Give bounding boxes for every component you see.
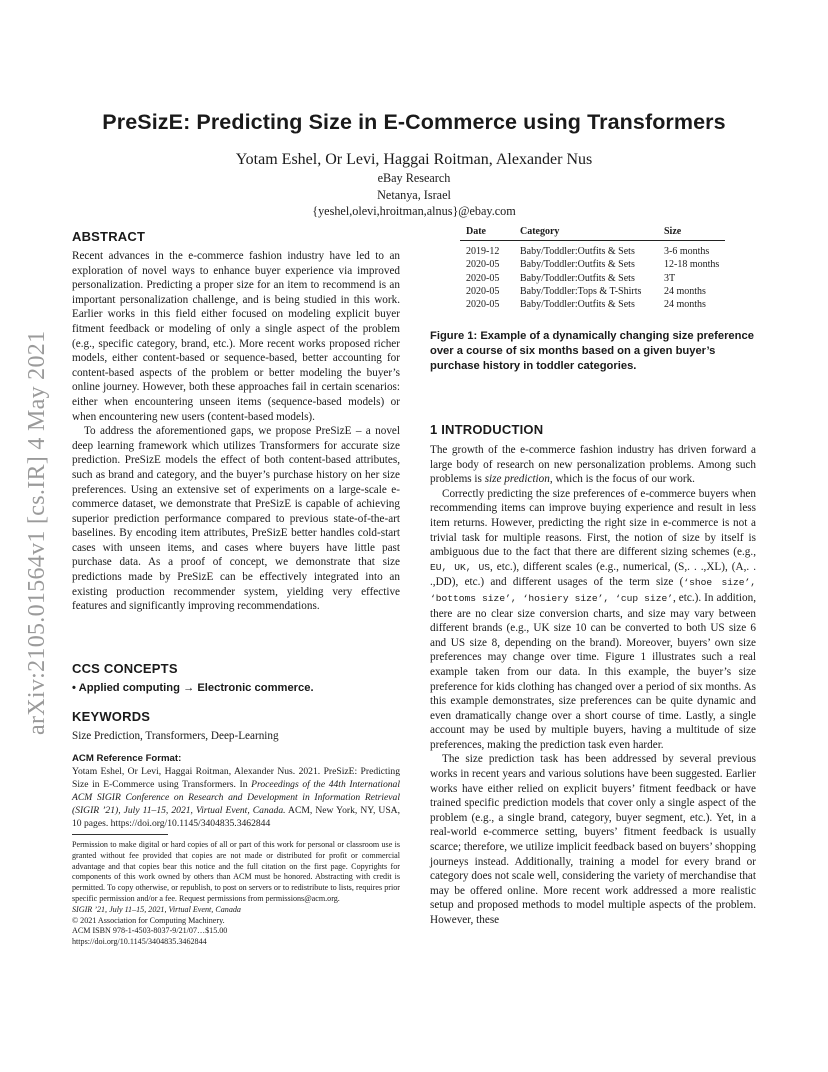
table-cell-category: Baby/Toddler:Tops & T-Shirts xyxy=(520,285,642,297)
affiliation-location: Netanya, Israel xyxy=(377,187,451,202)
abstract-body xyxy=(72,249,400,614)
table-cell-size: 3T xyxy=(664,272,676,284)
intro-p2-text-b: , etc.), different scales (e.g., numerical, (S,. . .,XL), (A,. . .,DD), etc.) and different usages of the term size ( xyxy=(430,560,756,589)
permission-notice xyxy=(72,840,400,948)
table-cell-category: Baby/Toddler:Outfits & Sets xyxy=(520,272,635,284)
permission-venue: SIGIR ’21, July 11–15, 2021, Virtual Event, Canada xyxy=(72,904,241,914)
permission-copyright: © 2021 Association for Computing Machinery. xyxy=(72,915,225,925)
table-cell-category: Baby/Toddler:Outfits & Sets xyxy=(520,246,635,257)
table-cell-size: 24 months xyxy=(664,285,706,297)
abstract-paragraph-2: To address the aforementioned gaps, we propose PreSizE – a novel deep learning framework which utilizes Transformers for accurate size prediction. PreSizE models the effect of both content-based attributes, such as brand and category, and the buyer’s purchase history on her size preferences. Using an extensive set of experiments on a large-scale e-commerce dataset, we demonstrate that PreSizE is capable of achieving superior prediction performance compared to previous state-of-the-art baselines. By encoding item attributes, PreSizE better handles cold-start cases with unseen items, and cases where buyers have little past purchase data. As a proof of concept, we demonstrate that size predictions made by PreSizE can be effectively integrated into an existing production recommender system, yielding very effective features and significantly improving recommendations. xyxy=(72,425,400,613)
table-cell-size: 12-18 months xyxy=(664,259,720,271)
table-row xyxy=(460,285,725,298)
authors: Yotam Eshel, Or Levi, Haggai Roitman, Alexander Nus xyxy=(235,151,593,168)
intro-p2-sizing-schemes: EU, UK, US xyxy=(430,561,490,573)
table-cell-date: 2020-05 xyxy=(466,259,500,271)
table-row xyxy=(460,272,725,285)
table-cell-date: 2020-05 xyxy=(466,299,500,311)
table-row xyxy=(460,241,725,259)
intro-p2-size-terms: ‘shoe size’, ‘bottoms size’, ‘hosiery size’, ‘cup size’ xyxy=(430,577,756,604)
keywords-text: Size Prediction, Transformers, Deep-Learning xyxy=(72,730,279,742)
arxiv-stamp xyxy=(14,265,54,735)
table-cell-date: 2020-05 xyxy=(466,272,500,284)
intro-p1-text-b: , which is the focus of our work. xyxy=(549,473,695,486)
acm-reference-proceedings: Proceedings of the 44th International ACM SIGIR Conference on Research and Development in Information Retrieval (SIGIR ’21), July 11–15, 2021, Virtual Event, Canada. xyxy=(72,779,400,817)
intro-p2-text-a: Correctly predicting the size preferences of e-commerce buyers when recommending items can improve buying experience and result in less item returns. However, predicting the right size in e-commerce is not a trivial task for multiple reasons. First, the notion of size by itself is ambiguous due to the fact that there are different sizing schemes (e.g., xyxy=(430,487,756,559)
permission-isbn: ACM ISBN 978-1-4503-8037-9/21/07…$15.00 xyxy=(72,926,228,936)
permission-text: Permission to make digital or hard copies of all or part of this work for personal or classroom use is granted without fee provided that copies are not made or distributed for profit or commercial advantage and that copies bear this notice and the full citation on the first page. Copyrights for components of this work owned by others than ACM must be honored. Abstracting with credit is permitted. To copy otherwise, or republish, to post on servers or to redistribute to lists, requires prior specific permission and/or a fee. Request permissions from permissions@acm.org. xyxy=(72,840,400,903)
table-row xyxy=(460,258,725,271)
abstract-paragraph-1: Recent advances in the e-commerce fashion industry have led to an exploration of novel ways to enhance buyer experience via improved personalization. Predicting a proper size for an item to recommend is an important personalization challenge, and is being studied in this work. Earlier works in this field either focused on modeling explicit buyer fitment feedback or modeling of only a single aspect of the problem (e.g., specific category, brand, etc.). More recent works proposed richer models, either content-based or sequence-based, better accounting for content-based aspects of the problem or better modeling the buyer’s online journey. However, both these approaches fail in certain scenarios: either when encountering unseen items (sequence-based models) or when encountering new users (content-based models). xyxy=(72,250,400,423)
ccs-concepts: • Applied computing → Electronic commerce. xyxy=(72,682,314,694)
abstract-heading: ABSTRACT xyxy=(72,229,146,244)
table-cell-date: 2019-12 xyxy=(466,246,500,257)
keywords-heading: KEYWORDS xyxy=(72,709,151,724)
intro-p2-text-c: , etc.). In addition, there are no clear size conversion charts, and size may vary between different brands (e.g., UK size 10 can be converted to both US size 6 and US size 8, depending on the brand). Moreover, buyers’ own size preferences may change over time. Figure 1 illustrates such a real example taken from our data. In this example, the buyer’s size preference for kids clothing has changed over a period of six months. As this example demonstrates, size preferences can be quite dynamic and even dramatically change over a short course of time. Lastly, a single account may be used by multiple buyers, having a multitude of size preferences, making the prediction task even harder. xyxy=(430,591,756,751)
table-cell-size: 3-6 months xyxy=(664,246,710,257)
table-cell-date: 2020-05 xyxy=(466,285,500,297)
intro-paragraph-1 xyxy=(430,443,756,487)
figure1-header-row xyxy=(460,226,725,241)
figure1-table xyxy=(460,226,725,311)
figure1-header-category: Category xyxy=(520,226,560,237)
figure1-caption: Figure 1: Example of a dynamically changing size preference over a course of six months based on a given buyer’s purchase history in toddler categories. xyxy=(430,330,754,373)
figure1-header-size: Size xyxy=(664,226,682,237)
intro-p1-text-a: The growth of the e-commerce fashion industry has driven forward a large body of research on new personalization problems. Among such problems is xyxy=(430,444,756,486)
affiliation-org: eBay Research xyxy=(377,171,451,185)
intro-body xyxy=(430,443,756,928)
intro-heading: 1 INTRODUCTION xyxy=(430,422,544,437)
intro-paragraph-2 xyxy=(430,487,756,753)
acm-reference-text-a: Yotam Eshel, Or Levi, Haggai Roitman, Alexander Nus. 2021. PreSizE: Predicting Size in E-Commerce using Transformers. In xyxy=(72,766,400,791)
footnote-rule xyxy=(72,834,168,835)
table-row xyxy=(460,298,725,311)
table-cell-category: Baby/Toddler:Outfits & Sets xyxy=(520,259,635,271)
ccs-heading: CCS CONCEPTS xyxy=(72,661,178,676)
paper-title: PreSizE: Predicting Size in E-Commerce using Transformers xyxy=(102,110,726,134)
acm-reference-text-b: ACM, New York, NY, USA, 10 pages. https://doi.org/10.1145/3404835.3462844 xyxy=(72,805,400,830)
intro-paragraph-3: The size prediction task has been addressed by several previous works in recent years and various solutions have been suggested. Earlier works have either relied on explicit buyers’ fitment feedback or have trained specific prediction models that cover only a single aspect of the problem (e.g., a single brand, category, buyer segment, etc.). Yet, in a real-world e-commerce setting, buyers’ fitment feedback is usually scarce; therefore, we utilize implicit feedback based on buyers’ shopping journeys instead. Additionally, training a model for every brand or category does not scale well, considering the variety of merchandise that may be offered online. More recent work addressed a more realistic setup and proposed methods to model multiple aspects of the problem. However, these xyxy=(430,753,756,926)
permission-doi: https://doi.org/10.1145/3404835.3462844 xyxy=(72,937,207,947)
intro-p1-emphasis: size prediction xyxy=(484,473,550,486)
affiliation-email: {yeshel,olevi,hroitman,alnus}@ebay.com xyxy=(312,204,516,218)
table-cell-category: Baby/Toddler:Outfits & Sets xyxy=(520,299,635,311)
affiliation xyxy=(0,170,828,220)
figure1-header-date: Date xyxy=(466,226,486,237)
arxiv-stamp-text: arXiv:2105.01564v1 [cs.IR] 4 May 2021 xyxy=(24,330,50,735)
table-cell-size: 24 months xyxy=(664,299,706,311)
acm-reference xyxy=(72,752,400,831)
acm-reference-heading: ACM Reference Format: xyxy=(72,753,182,764)
